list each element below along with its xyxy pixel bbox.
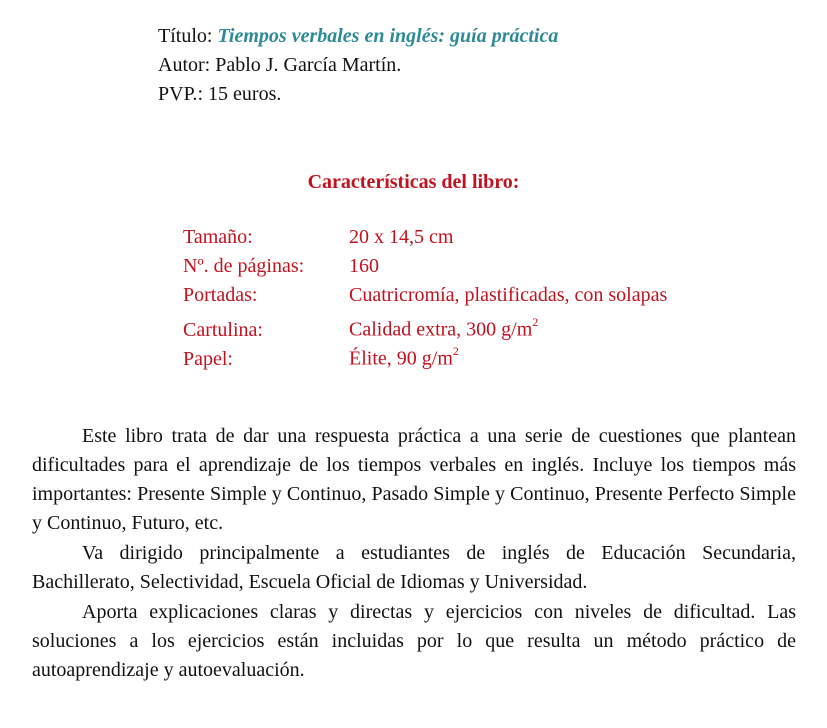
description-paragraph-1: Este libro trata de dar una respuesta práctica a una serie de cuestiones que plantean dificultades para el aprendizaje de los tiempos verbales en inglés. Incluye los tiempos más importantes: Presente Simple y Continuo, Pasado Simple y Continuo, Presente Perfecto Simple y Continuo, Futuro, etc.: [32, 425, 796, 534]
book-title: Tiempos verbales en inglés: guía práctica: [217, 25, 559, 47]
spec-label: Tamaño:: [183, 226, 253, 248]
spec-value: Calidad extra, 300 $g/m^2$: [349, 315, 539, 341]
spec-value: 20 x 14,5 cm: [349, 226, 454, 248]
spec-row-pages: [183, 254, 379, 278]
spec-value: 160: [349, 255, 379, 277]
spec-value: Élite, 90 $g/m^2$: [349, 344, 459, 370]
features-heading: Características del libro:: [307, 171, 520, 193]
spec-row-size: [183, 225, 453, 249]
spec-label: Cartulina:: [183, 318, 263, 341]
description-paragraph-2: Va dirigido principalmente a estudiantes de inglés de Educación Secundaria, Bachillerato, Selectividad, Escuela Oficial de Idiomas y Universidad.: [32, 542, 796, 593]
spec-row-paper: [183, 341, 459, 371]
spec-row-cardboard: [183, 312, 538, 342]
spec-label: Nº. de páginas:: [183, 255, 305, 277]
spec-value: Cuatricromía, plastificadas, con solapas: [349, 284, 668, 306]
superscript: 2: [532, 315, 539, 329]
book-author: Autor: Pablo J. García Martín.: [158, 54, 402, 76]
spec-label: Portadas:: [183, 284, 258, 306]
spec-label: Papel:: [183, 347, 233, 370]
book-title-line: [158, 24, 558, 48]
superscript: 2: [452, 344, 459, 358]
spec-row-covers: [183, 283, 667, 307]
book-price: PVP.: 15 euros.: [158, 83, 282, 105]
description-paragraph-3: Aporta explicaciones claras y directas y ejercicios con niveles de dificultad. Las soluciones a los ejercicios están incluidas por lo que resulta un método práctico de autoaprendizaje y autoevaluación.: [32, 601, 796, 681]
title-label: Título:: [158, 25, 218, 47]
